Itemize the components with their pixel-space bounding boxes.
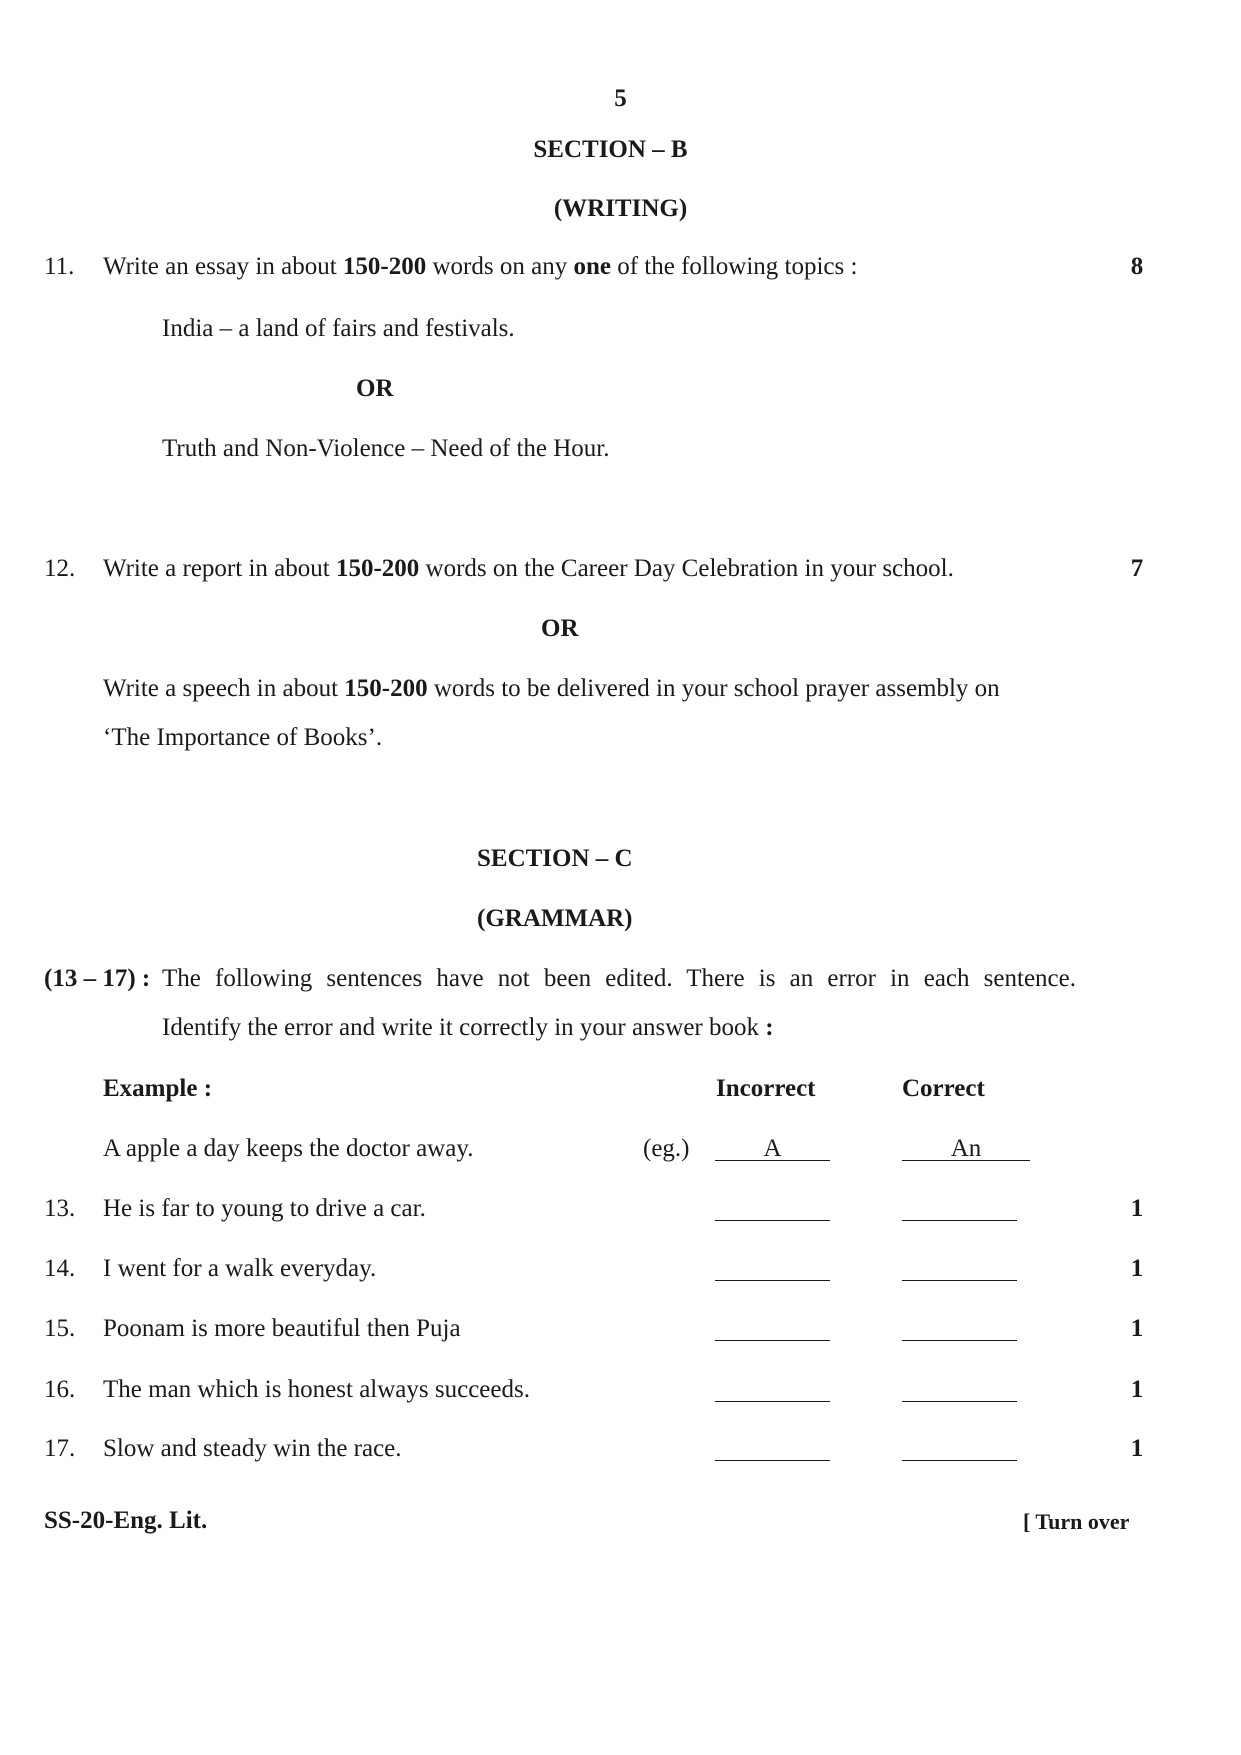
example-incorrect-answer: A	[763, 1135, 782, 1162]
q12-alt-text-b: words to be delivered in your school prayer assembly on	[427, 675, 1000, 702]
question-11-number: 11.	[44, 253, 75, 280]
incorrect-blank[interactable]	[715, 1460, 830, 1461]
example-tag: (eg.)	[643, 1135, 690, 1162]
q11-topic-2: Truth and Non-Violence – Need of the Hour.	[162, 435, 610, 462]
footer-turn-over: [ Turn over	[1023, 1509, 1130, 1534]
instruction-colon: :	[759, 1014, 774, 1041]
q11-text-c: of the following topics :	[610, 253, 858, 280]
question-11-text	[103, 254, 857, 279]
q11-or: OR	[356, 375, 394, 402]
item-marks: 1	[1130, 1195, 1144, 1222]
instruction-range: (13 – 17) :	[44, 965, 151, 992]
q12-alternative-line-1	[103, 676, 1000, 701]
item-sentence: Poonam is more beautiful then Puja	[103, 1315, 461, 1342]
section-c-title: SECTION – C	[477, 845, 633, 872]
item-marks: 1	[1130, 1255, 1144, 1282]
q11-topic-1: India – a land of fairs and festivals.	[162, 315, 515, 342]
incorrect-blank[interactable]	[715, 1280, 830, 1281]
item-marks: 1	[1130, 1376, 1144, 1403]
q11-one: one	[573, 253, 611, 280]
item-number: 17.	[44, 1435, 76, 1462]
item-number: 13.	[44, 1195, 76, 1222]
item-number: 14.	[44, 1255, 76, 1282]
column-correct: Correct	[902, 1075, 985, 1102]
question-12-text	[103, 556, 954, 581]
correct-blank[interactable]	[902, 1220, 1017, 1221]
example-sentence: A apple a day keeps the doctor away.	[103, 1135, 474, 1162]
item-sentence: The man which is honest always succeeds.	[103, 1376, 530, 1403]
q12-alt-text-a: Write a speech in about	[103, 675, 345, 702]
item-sentence: He is far to young to drive a car.	[103, 1195, 426, 1222]
q12-word-count: 150-200	[335, 555, 420, 582]
correct-blank[interactable]	[902, 1460, 1017, 1461]
item-marks: 1	[1130, 1435, 1144, 1462]
item-number: 15.	[44, 1315, 76, 1342]
example-label: Example :	[103, 1075, 213, 1102]
item-sentence: I went for a walk everyday.	[103, 1255, 377, 1282]
q12-text-b: words on the Career Day Celebration in your school.	[419, 555, 954, 582]
question-12-marks: 7	[1130, 555, 1144, 582]
q12-or: OR	[541, 615, 579, 642]
q12-alt-word-count: 150-200	[344, 675, 428, 702]
incorrect-blank[interactable]	[715, 1220, 830, 1221]
example-correct-underline	[902, 1160, 1030, 1161]
q11-text-b: words on any	[426, 253, 574, 280]
q12-text-a: Write a report in about	[103, 555, 336, 582]
section-b-subtitle: (WRITING)	[553, 195, 688, 222]
q11-word-count: 150-200	[342, 253, 427, 280]
example-correct-answer: An	[950, 1135, 982, 1162]
incorrect-blank[interactable]	[715, 1401, 830, 1402]
incorrect-blank[interactable]	[715, 1340, 830, 1341]
q12-alternative-line-2: ‘The Importance of Books’.	[103, 724, 383, 751]
item-sentence: Slow and steady win the race.	[103, 1435, 402, 1462]
column-incorrect: Incorrect	[716, 1075, 816, 1102]
instruction-line-1: The following sentences have not been edited. There is an error in each sentence.	[162, 965, 1076, 992]
correct-blank[interactable]	[902, 1340, 1017, 1341]
section-c-subtitle: (GRAMMAR)	[477, 905, 633, 932]
item-number: 16.	[44, 1376, 76, 1403]
page-number: 5	[614, 85, 627, 112]
footer-paper-code: SS-20-Eng. Lit.	[44, 1507, 208, 1534]
instruction-line-2-text: Identify the error and write it correctly in your answer book	[162, 1014, 760, 1041]
instruction-line-2	[162, 1015, 774, 1040]
item-marks: 1	[1130, 1315, 1144, 1342]
question-12-number: 12.	[44, 555, 76, 582]
question-11-marks: 8	[1130, 253, 1144, 280]
correct-blank[interactable]	[902, 1401, 1017, 1402]
section-b-title: SECTION – B	[533, 136, 688, 163]
correct-blank[interactable]	[902, 1280, 1017, 1281]
example-incorrect-underline	[715, 1160, 830, 1161]
q11-text-a: Write an essay in about	[103, 253, 343, 280]
